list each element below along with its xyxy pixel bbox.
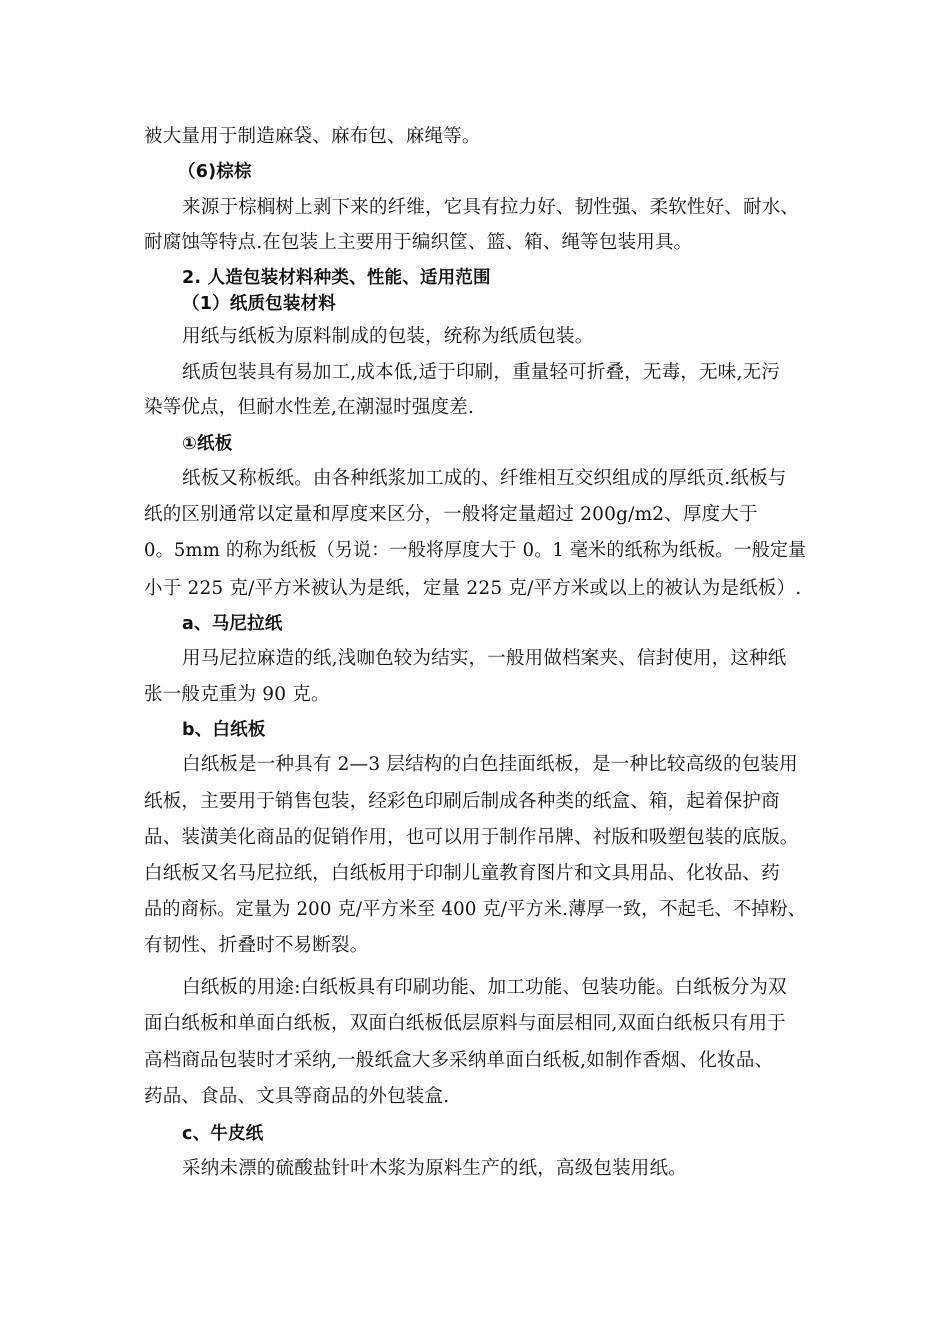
text-line: 0。5mm 的称为纸板（另说：一般将厚度大于 0。1 毫米的纸称为纸板。一般定量 <box>144 540 807 561</box>
text-line: 被大量用于制造麻袋、麻布包、麻绳等。 <box>144 126 481 147</box>
text-line: 白纸板又名马尼拉纸，白纸板用于印制儿童教育图片和文具用品、化妆品、药 <box>144 863 780 884</box>
text-line: 采纳未漂的硫酸盐针叶木浆为原料生产的纸，高级包装用纸。 <box>182 1158 687 1179</box>
text-line: 小于 225 克/平方米被认为是纸，定量 225 克/平方米或以上的被认为是纸板）. <box>144 578 802 599</box>
section-heading: c、牛皮纸 <box>182 1124 264 1144</box>
section-heading: ①纸板 <box>182 434 233 454</box>
text-line: 染等优点，但耐水性差,在潮湿时强度差. <box>144 397 475 418</box>
text-line: 品的商标。定量为 200 克/平方米至 400 克/平方米.薄厚一致，不起毛、不掉粉、 <box>144 899 807 920</box>
text-line: 高档商品包装时才采纳,一般纸盒大多采纳单面白纸板,如制作香烟、化妆品、 <box>144 1050 774 1071</box>
text-line: 面白纸板和单面白纸板，双面白纸板低层原料与面层相同,双面白纸板只有用于 <box>144 1013 786 1034</box>
text-line: 张一般克重为 90 克。 <box>144 684 330 705</box>
text-line: 纸的区别通常以定量和厚度来区分，一般将定量超过 200g/m2、厚度大于 <box>144 504 758 525</box>
section-heading: a、马尼拉纸 <box>182 614 283 634</box>
text-line: 用纸与纸板为原料制成的包装，统称为纸质包装。 <box>182 326 594 347</box>
text-line: 纸板，主要用于销售包装，经彩色印刷后制成各种类的纸盒、箱，起着保护商 <box>144 791 780 812</box>
text-line: 用马尼拉麻造的纸,浅咖色较为结实，一般用做档案夹、信封使用，这种纸 <box>182 648 787 669</box>
section-heading: 2. 人造包装材料种类、性能、适用范围 <box>182 268 491 288</box>
text-line: 白纸板是一种具有 2—3 层结构的白色挂面纸板，是一种比较高级的包装用 <box>182 754 798 775</box>
text-line: 纸板又称板纸。由各种纸浆加工成的、纤维相互交织组成的厚纸页.纸板与 <box>182 468 787 489</box>
text-line: 纸质包装具有易加工,成本低,适于印刷，重量轻可折叠，无毒，无味,无污 <box>182 362 780 383</box>
text-line: 品、装潢美化商品的促销作用，也可以用于制作吊牌、衬版和吸塑包装的底版。 <box>144 827 799 848</box>
text-line: 来源于棕榈树上剥下来的纤维，它具有拉力好、韧性强、柔软性好、耐水、 <box>182 197 800 218</box>
text-line: 药品、食品、文具等商品的外包装盒. <box>144 1086 450 1107</box>
text-line: 耐腐蚀等特点.在包装上主要用于编织筐、篮、箱、绳等包装用具。 <box>144 232 693 253</box>
section-heading: （6)棕棕 <box>178 162 252 182</box>
text-line: 白纸板的用途:白纸板具有印刷功能、加工功能、包装功能。白纸板分为双 <box>182 977 787 998</box>
section-heading: （1）纸质包装材料 <box>182 294 336 314</box>
section-heading: b、白纸板 <box>182 720 266 740</box>
text-line: 有韧性、折叠时不易断裂。 <box>144 935 369 956</box>
